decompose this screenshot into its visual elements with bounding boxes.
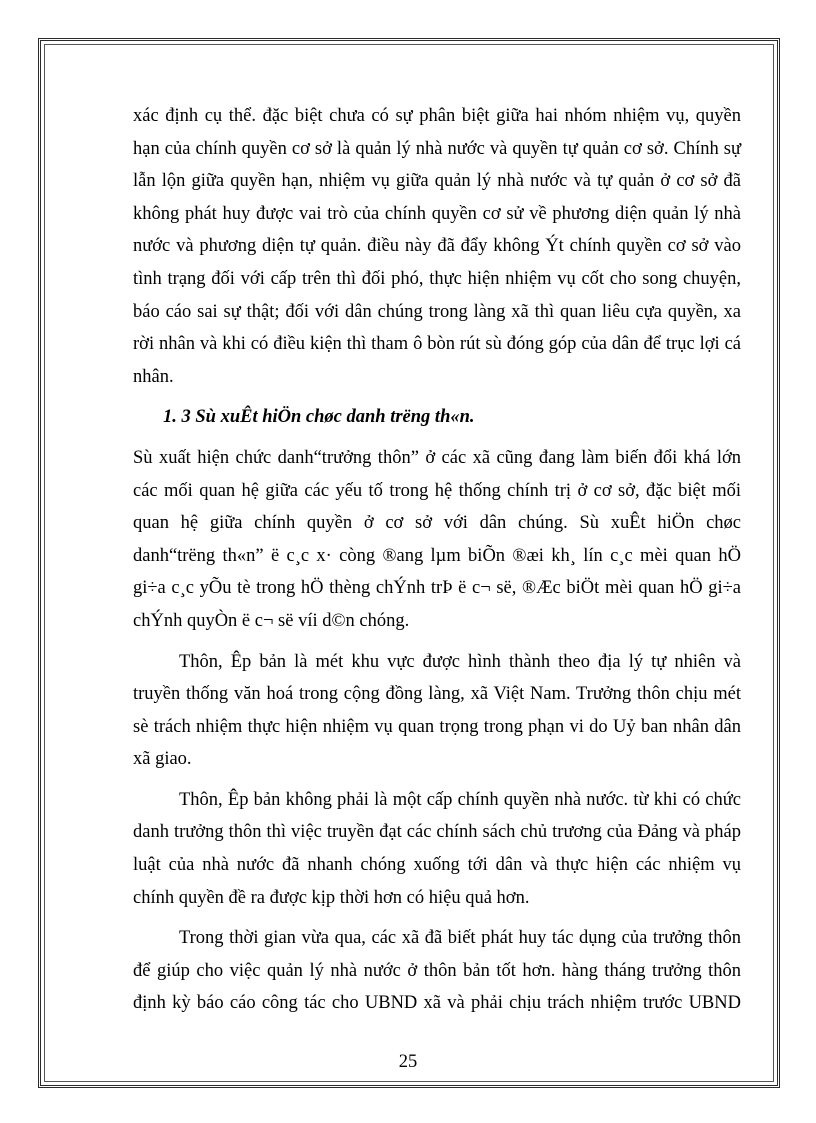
text-line: hạn của chính quyền cơ sở là quản lý nhà nước và quyền tự quản cơ sở. Chính sự [133, 138, 741, 159]
spacer [133, 776, 741, 784]
paragraph-4 [133, 784, 741, 914]
text-line: chÝnh quyÒn ë c¬ së víi d©n chóng. [133, 610, 410, 631]
spacer [133, 393, 741, 401]
text-line: các mối quan hệ giữa các yếu tố trong hệ thống chính trị ở cơ sở, đặc biệt mối [133, 480, 741, 501]
text-line: danh“trëng th«n” ë c¸c x· còng ®ang lµm biÕn ®æi kh¸ lín c¸c mèi quan hÖ [133, 545, 741, 566]
text-line: định kỳ báo cáo công tác cho UBND xã và phải chịu trách nhiệm trước UBND [133, 993, 741, 1014]
paragraph-2 [133, 442, 741, 638]
text-line: truyền thống văn hoá trong cộng đồng làng, xã Việt Nam. Trưởng thôn chịu mét [133, 684, 741, 705]
text-line: Thôn, Êp bản là mét khu vực được hình thành theo địa lý tự nhiên và [179, 651, 741, 672]
text-line: để giúp cho việc quản lý nhà nước ở thôn bản tốt hơn. hàng tháng trưởng thôn [133, 960, 741, 981]
spacer [133, 914, 741, 922]
text-line: nước và phương diện tự quản. điều này đã đẩy không Ýt chính quyền cơ sở vào [133, 236, 741, 257]
text-line: quan hệ giữa chính quyền ở cơ sở với dân chúng. Sù xuÊt hiÖn chøc [133, 513, 741, 534]
body-text [133, 100, 741, 1020]
text-line: luật của nhà nước đã nhanh chóng xuống tới dân và thực hiện các nhiệm vụ [133, 855, 741, 876]
paragraph-5 [133, 922, 741, 1020]
text-line: xã giao. [133, 749, 192, 770]
text-line: xác định cụ thể. đặc biệt chưa có sự phân biệt giữa hai nhóm nhiệm vụ, quyền [133, 106, 741, 126]
spacer [133, 434, 741, 442]
spacer [133, 638, 741, 646]
text-line: rời nhân và khi có điều kiện thì tham ô bòn rút sù đóng góp của dân để trục lợi cá [133, 334, 741, 355]
paragraph-1 [133, 100, 741, 393]
text-line: không phát huy được vai trò của chính quyền cơ sử về phương diện quản lý nhà [133, 203, 741, 224]
paragraph-3 [133, 646, 741, 776]
text-line: Trong thời gian vừa qua, các xã đã biết phát huy tác dụng của trưởng thôn [179, 928, 741, 949]
text-line: báo cáo sai sự thật; đối với dân chúng trong làng xã thì quan liêu cựa quyền, xa [133, 301, 741, 322]
text-line: sè trách nhiệm thực hiện nhiệm vụ quan trọng trong phạn vi do Uỷ ban nhân dân [133, 716, 741, 737]
text-line: lẫn lộn giữa quyền hạn, nhiệm vụ giữa quản lý nhà nước và tự quản ở cơ sở đã [133, 171, 741, 192]
text-line: Sù xuất hiện chức danh“trưởng thôn” ở các xã cũng đang làm biến đổi khá lớn [133, 447, 741, 468]
page-number: 25 [398, 1052, 418, 1072]
section-heading: 1. 3 Sù xuÊt hiÖn chøc danh trëng th«n. [163, 407, 475, 428]
text-line: nhân. [133, 366, 174, 387]
text-line: danh trưởng thôn thì việc truyền đạt các chính sách chủ trương của Đảng và pháp [133, 822, 741, 843]
text-line: Thôn, Êp bản không phải là một cấp chính quyền nhà nước. từ khi có chức [179, 789, 741, 810]
text-line: chính quyền đề ra được kịp thời hơn có hiệu quả hơn. [133, 887, 530, 908]
text-line: gi÷a c¸c yÕu tè trong hÖ thèng chÝnh trÞ ë c¬ së, ®Æc biÖt mèi quan hÖ gi÷a [133, 578, 741, 599]
text-line: tình trạng đối với cấp trên thì đối phó, thực hiện nhiệm vụ cốt cho song chuyện, [133, 268, 741, 289]
